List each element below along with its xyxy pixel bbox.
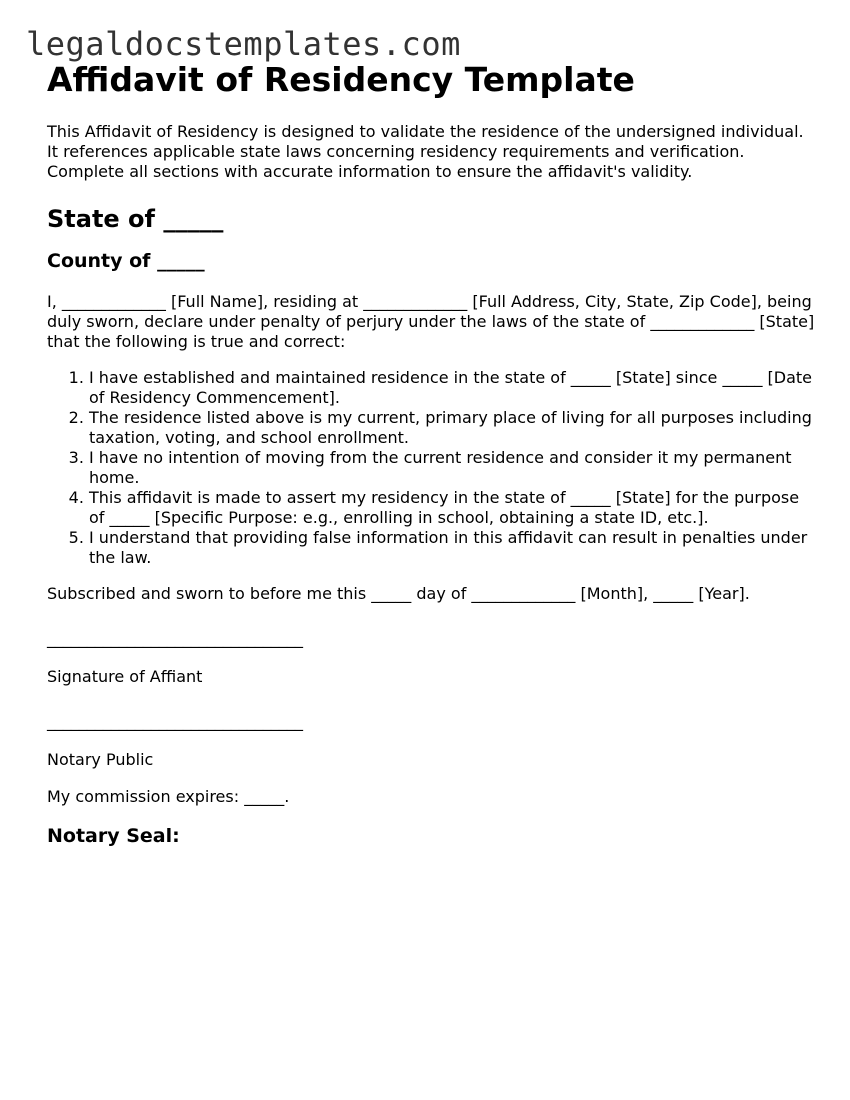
statement-item: 1. I have established and maintained residence in the state of _____ [State] since _____ [Date of Residency Commencement].	[89, 368, 817, 408]
statement-item: 5. I understand that providing false information in this affidavit can result in penalties under the law.	[89, 528, 817, 568]
declaration-paragraph: I, _____________ [Full Name], residing at _____________ [Full Address, City, State, Zip Code], being duly sworn, declare under penalty of perjury under the laws of the state of _____________ [State] that the following is true and correct:	[47, 292, 815, 351]
affiant-signature-label: Signature of Affiant	[47, 667, 203, 686]
notary-public-label: Notary Public	[47, 750, 154, 769]
state-heading: State of _____	[47, 205, 224, 233]
statement-item: 4. This affidavit is made to assert my residency in the state of _____ [State] for the purpose of _____ [Specific Purpose: e.g., enrolling in school, obtaining a state ID, etc.].	[89, 488, 817, 528]
statement-item: 2. The residence listed above is my current, primary place of living for all purposes including taxation, voting, and school enrollment.	[89, 408, 817, 448]
statement-item: 3. I have no intention of moving from the current residence and consider it my permanent home.	[89, 448, 817, 488]
affiant-signature-line: ________________________________	[47, 629, 303, 648]
commission-expires-text: My commission expires: _____.	[47, 787, 290, 806]
site-watermark: legaldocstemplates.com	[26, 25, 461, 63]
statements-list	[47, 368, 817, 568]
intro-paragraph: This Affidavit of Residency is designed to validate the residence of the undersigned individual. It references applicable state laws concerning residency requirements and verification. Complete all sections with accurate information to ensure the affidavit's validity.	[47, 122, 804, 181]
subscribed-sworn-text: Subscribed and sworn to before me this _____ day of _____________ [Month], _____ [Year].	[47, 584, 750, 603]
document-body	[47, 58, 817, 849]
notary-seal-heading: Notary Seal:	[47, 825, 180, 847]
county-heading: County of _____	[47, 250, 205, 272]
notary-signature-line: ________________________________	[47, 712, 303, 731]
document-title: Affidavit of Residency Template	[47, 60, 635, 99]
